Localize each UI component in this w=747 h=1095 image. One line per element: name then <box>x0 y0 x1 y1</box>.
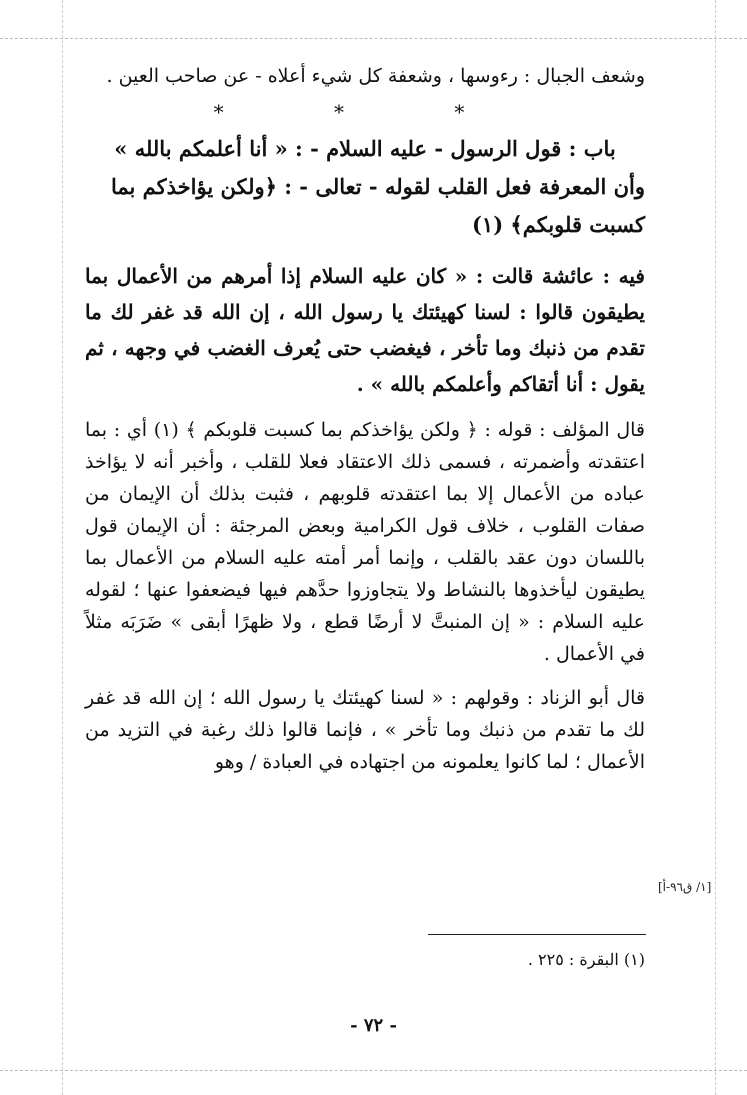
hadith-paragraph: فيه : عائشة قالت : « كان عليه السلام إذا أمرهم من الأعمال بما يطيقون قالوا : لسنا كهيئتك يا رسول الله ، إن الله قد غفر لك ما تقدم من ذنبك وما تأخر ، فيغضب حتى يُعرف الغضب في وجهه ، ثم يقول : أنا أتقاكم وأعلمكم بالله » . <box>85 264 645 396</box>
manuscript-margin-note: [١/ ق٩٦-أ] <box>658 880 712 894</box>
crop-line-left <box>62 0 63 1095</box>
crop-line-right <box>715 0 716 1095</box>
commentary-paragraph-2: قال أبو الزناد : وقولهم : « لسنا كهيئتك يا رسول الله ؛ إن الله قد غفر لك ما تقدم من ذنبك وما تأخر » ، فإنما قالوا ذلك رغبة في التزيد من الأعمال ؛ لما كانوا يعلمونه من اجتهاده في العبادة / وهو <box>85 687 645 773</box>
crop-line-top <box>0 38 747 39</box>
intro-paragraph: وشعف الجبال : رءوسها ، وشعفة كل شيء أعلاه - عن صاحب العين . <box>106 65 645 87</box>
footnote: (١) البقرة : ٢٢٥ . <box>527 950 645 969</box>
chapter-title-line2: وأن المعرفة فعل القلب لقوله - تعالى - : ﴿ولكن يؤاخذكم بما كسبت قلوبكم﴾ (١) <box>110 174 645 237</box>
section-separator-stars: * * * <box>213 100 517 124</box>
crop-line-bottom <box>0 1070 747 1071</box>
footnote-rule <box>428 934 646 935</box>
page-body <box>85 60 645 778</box>
chapter-title-line1: باب : قول الرسول - عليه السلام - : « أنا أعلمكم بالله » <box>114 136 616 161</box>
commentary-paragraph-1: قال المؤلف : قوله : ﴿ ولكن يؤاخذكم بما كسبت قلوبكم ﴾ (١) أي : بما اعتقدته وأضمرته ، فسمى ذلك الاعتقاد فعلا للقلب ، وأخبر أنه لا يؤاخذ عباده من الأعمال إلا بما اعتقدته قلوبهم ، فثبت بذلك أن الإيمان من صفات القلوب ، خلاف قول الكرامية وبعض المرجئة : أن الإيمان قول باللسان دون عقد بالقلب ، وإنما أمر أمته عليه السلام من الأعمال بما يطيقون ليأخذوها بالنشاط ولا يتجاوزوا حدَّهم فيها فيضعفوا عنها ؛ لقوله عليه السلام : « إن المنبتَّ لا أرضًا قطع ، ولا ظهرًا أبقى » ضَرَبَه مثلاً في الأعمال . <box>85 419 645 665</box>
page-number: - ٧٢ - <box>350 1015 397 1036</box>
